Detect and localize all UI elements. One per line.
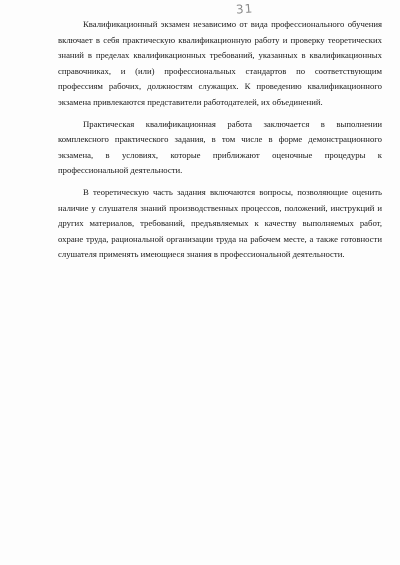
paragraph-exam-overview: Квалификационный экзамен независимо от вида профессионального обучения включает в себя практическую квалификационную работу и проверку теоретических знаний в пределах квалификационных требований, указанных в квалификационных справочниках, и (или) профессиональных стандартов по соответствующим профессиям рабочих, должностям служащих. К проведению квалификационного экзамена привлекаются представители работодателей, их объединений. (58, 19, 382, 107)
page-number: 31 (235, 1, 254, 17)
paragraph-practical-work: Практическая квалификационная работа заключается в выполнении комплексного практического задания, в том числе в форме демонстрационного экзамена, в условиях, которые приближают оценочные процедуры к профессиональной деятельности. (58, 118, 382, 176)
paragraph-theoretical-part: В теоретическую часть задания включаются вопросы, позволяющие оценить наличие у слушателя знаний производственных процессов, положений, инструкций и других материалов, требований, предъявляемых к качеству выполняемых работ, охране труда, рациональной организации труда на рабочем месте, а также готовности слушателя применять имеющиеся знания в профессиональной деятельности. (58, 186, 382, 260)
document-body (58, 17, 382, 269)
